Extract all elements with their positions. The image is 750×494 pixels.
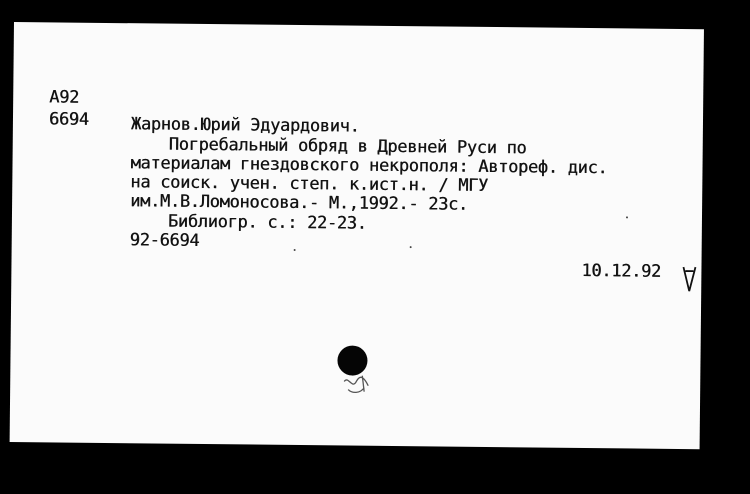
accession-number: 6694 bbox=[48, 109, 89, 130]
catalog-card bbox=[10, 22, 704, 449]
title-line-3: на соиск. учен. степ. к.ист.н. / МГУ bbox=[130, 172, 489, 196]
inventory-number: 92-6694 bbox=[129, 230, 200, 251]
title-line-1: Погребальный обряд в Древней Руси по bbox=[168, 134, 527, 159]
date-stamp: 10.12.92 bbox=[581, 260, 662, 282]
bibliography-note: Библиогр. с.: 22-23. bbox=[167, 211, 367, 234]
title-line-2: материалам гнездовского некрополя: Автореф. дис. bbox=[130, 153, 608, 179]
ink-speck bbox=[294, 249, 296, 251]
ink-speck bbox=[410, 246, 412, 248]
title-line-4: им.М.В.Ломоносова.- М.,1992.- 23с. bbox=[130, 191, 469, 215]
handwritten-mark-icon bbox=[338, 371, 378, 397]
shelf-code: А92 bbox=[49, 87, 80, 108]
checkmark-icon bbox=[681, 265, 697, 293]
ink-speck bbox=[626, 216, 628, 218]
author-heading: Жарнов.Юрий Эдуардович. bbox=[130, 114, 360, 137]
